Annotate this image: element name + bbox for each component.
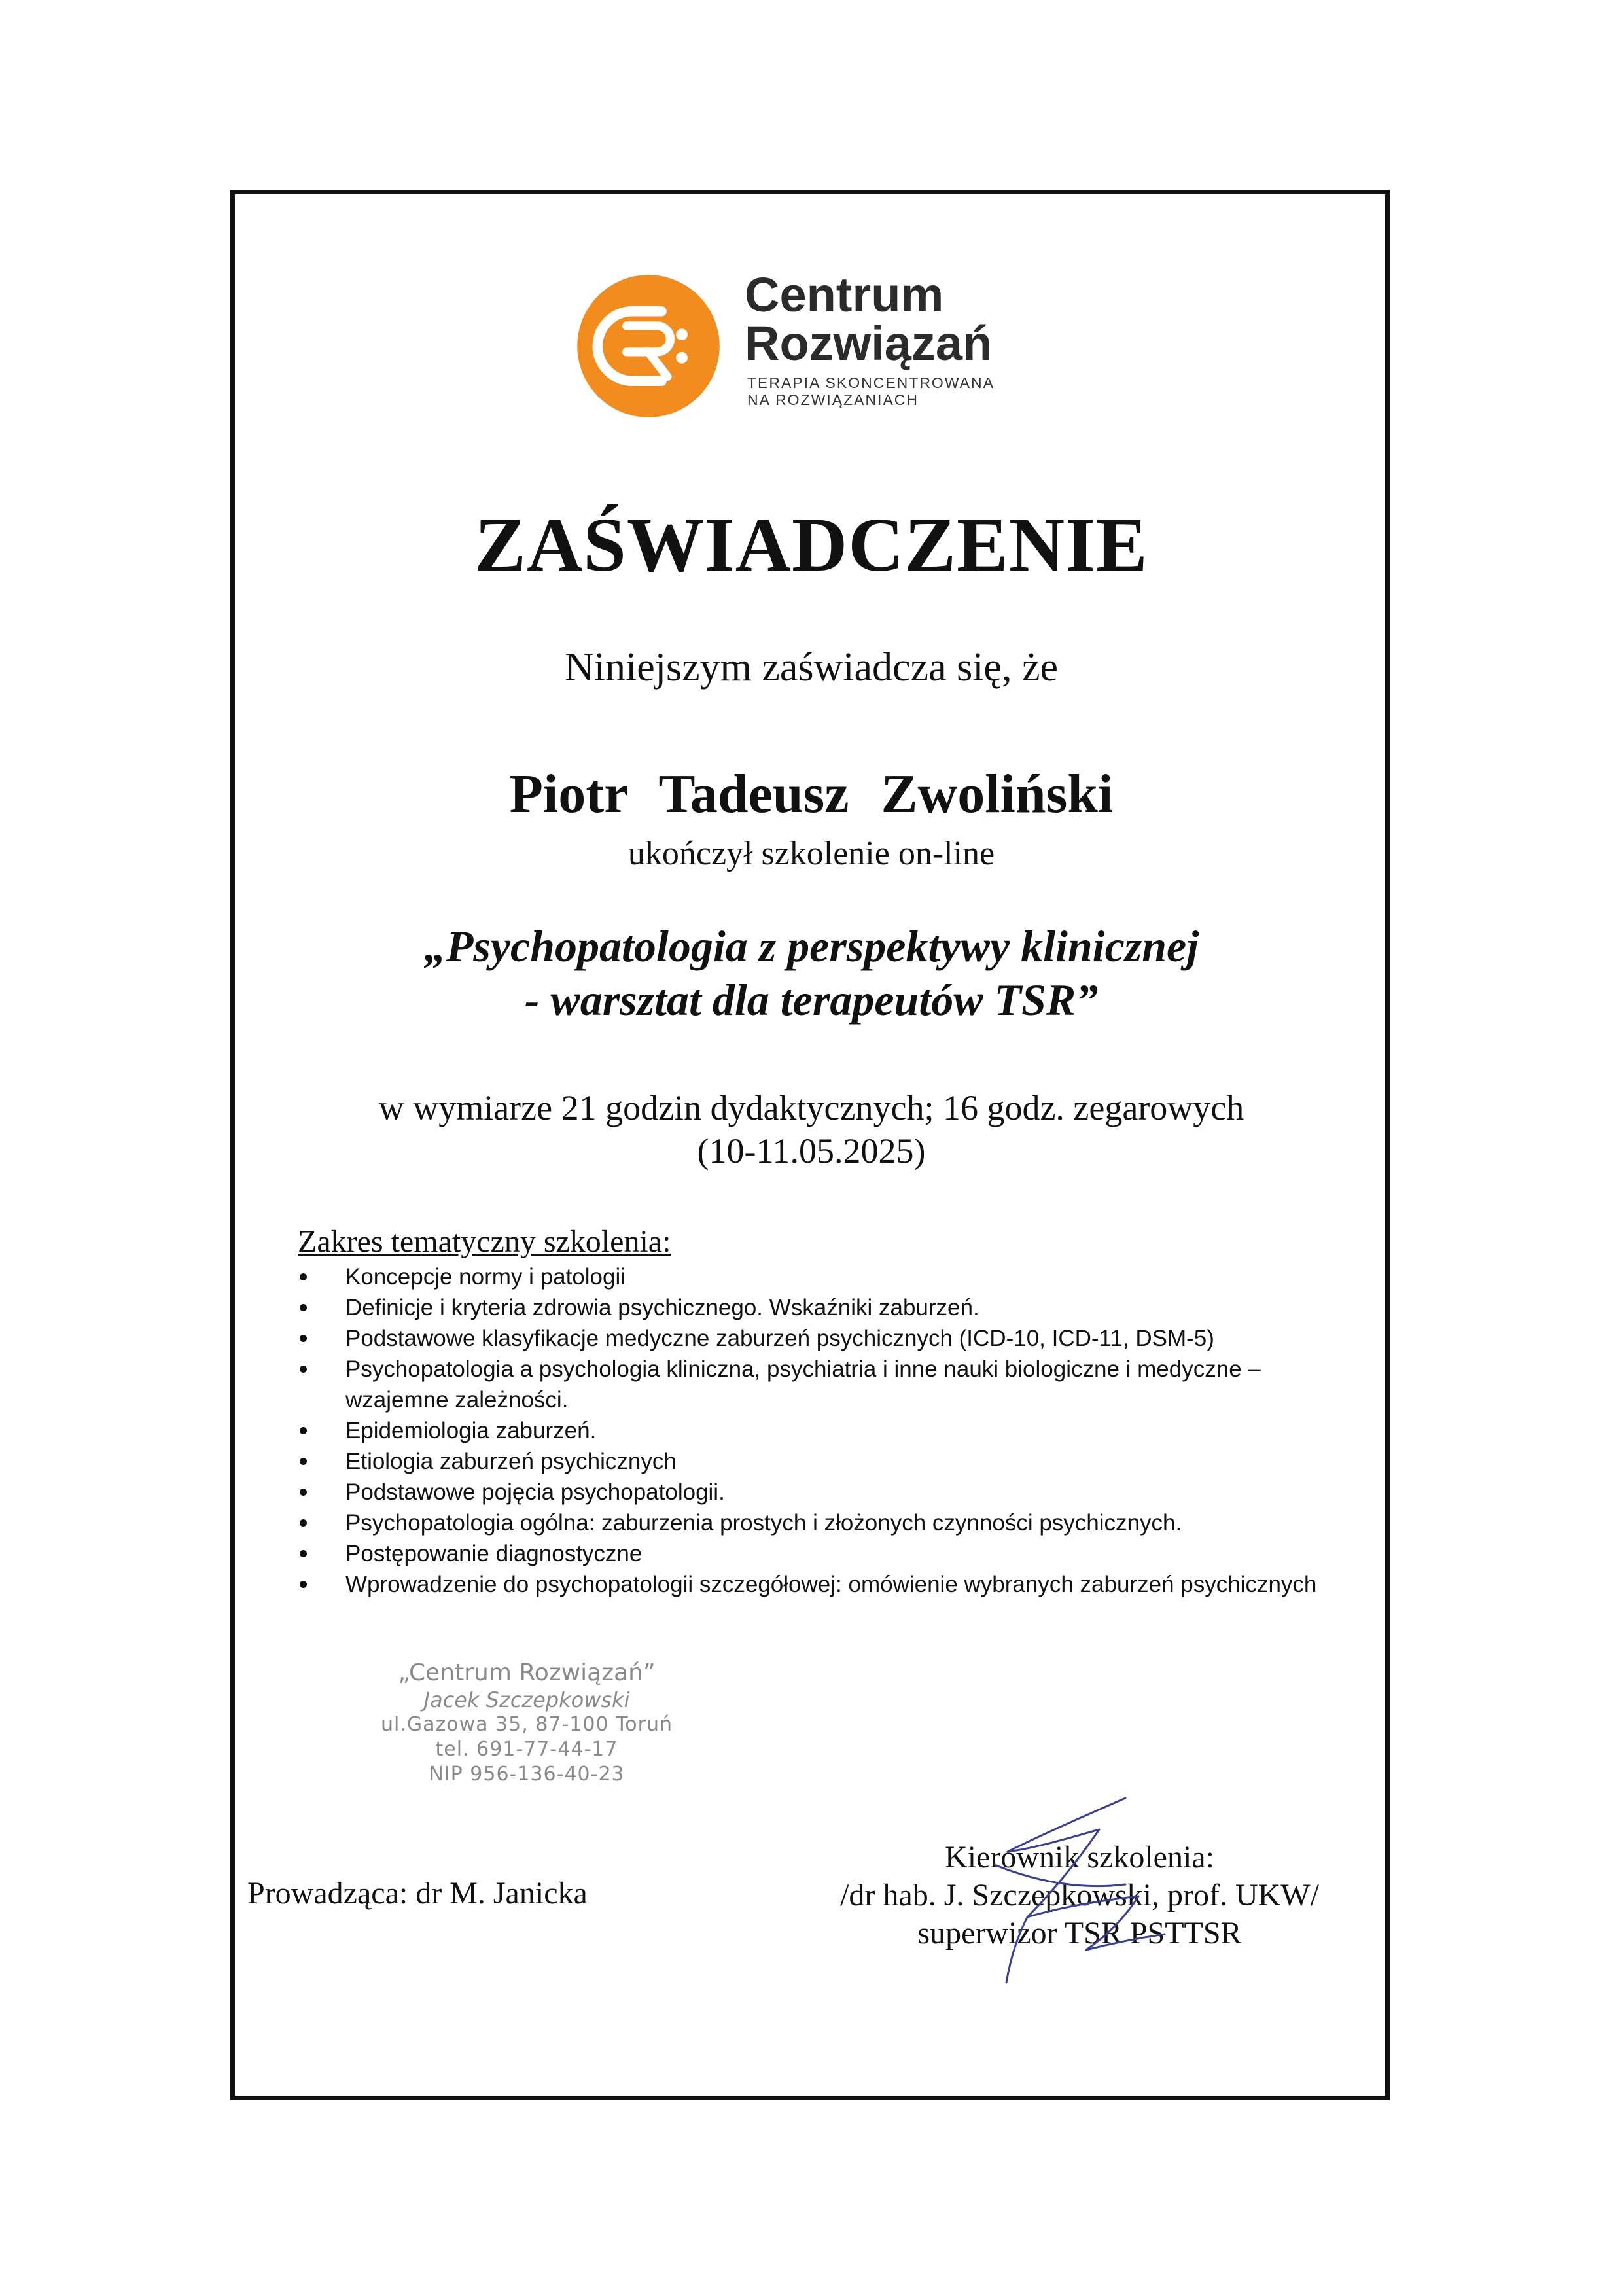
course-title-line2: - warsztat dla terapeutów TSR” <box>524 975 1099 1025</box>
document-title: ZAŚWIADCZENIE <box>474 502 1148 588</box>
stamp-owner: Jacek Szczepkowski <box>423 1687 630 1712</box>
list-item <box>298 1292 1345 1323</box>
logo-name-line2: Rozwiązań <box>745 316 993 370</box>
course-dates: (10-11.05.2025) <box>697 1131 926 1171</box>
logo-tagline-line2: NA ROZWIĄZANIACH <box>747 391 919 408</box>
topic-text: Psychopatologia a psychologia kliniczna, psychiatria i inne nauki biologiczne i medyczne – wzajemne zależności. <box>345 1356 1261 1413</box>
topic-text: Epidemiologia zaburzeń. <box>345 1418 597 1443</box>
logo-cr-icon <box>576 274 721 419</box>
bullet-icon <box>300 1458 307 1465</box>
completion-text: ukończył szkolenie on-line <box>627 835 995 872</box>
list-item <box>298 1446 1345 1477</box>
course-title <box>236 919 1387 1027</box>
logo-wordmark <box>745 268 993 370</box>
bullet-icon <box>300 1581 307 1588</box>
stamp-address: ul.Gazowa 35, 87-100 Toruń <box>380 1713 673 1736</box>
bullet-icon <box>300 1304 307 1311</box>
list-item <box>298 1323 1345 1354</box>
bullet-icon <box>300 1273 307 1280</box>
course-title-line1: „Psychopatologia z perspektywy klinicznej <box>423 921 1199 971</box>
list-item <box>298 1262 1345 1292</box>
bullet-icon <box>300 1366 307 1373</box>
topic-text: Koncepcje normy i patologii <box>345 1264 626 1290</box>
stamp-nip: NIP 956-136-40-23 <box>429 1763 625 1786</box>
director-label: Kierownik szkolenia: <box>945 1840 1214 1875</box>
list-item <box>298 1354 1345 1415</box>
bullet-icon <box>300 1427 307 1434</box>
bullet-icon <box>300 1335 307 1342</box>
handwritten-signature <box>929 1786 1256 1996</box>
director-role: superwizor TSR PSTTSR <box>917 1916 1242 1951</box>
bullet-icon <box>300 1489 307 1496</box>
topic-text: Podstawowe pojęcia psychopatologii. <box>345 1479 725 1505</box>
participant-name: Piotr Tadeusz Zwoliński <box>509 764 1114 824</box>
logo-tagline <box>747 374 995 408</box>
stamp-phone: tel. 691-77-44-17 <box>435 1738 618 1761</box>
topic-text: Etiologia zaburzeń psychicznych <box>345 1449 677 1474</box>
director-name: /dr hab. J. Szczepkowski, prof. UKW/ <box>840 1878 1319 1913</box>
course-hours <box>236 1086 1387 1173</box>
list-item <box>298 1569 1345 1600</box>
list-item <box>298 1415 1345 1446</box>
lecturer-signature-line: Prowadząca: dr M. Janicka <box>247 1876 588 1911</box>
company-stamp <box>344 1659 710 1809</box>
topics-heading: Zakres tematyczny szkolenia: <box>298 1224 671 1259</box>
topic-text: Definicje i kryteria zdrowia psychicznego. Wskaźniki zaburzeń. <box>345 1295 979 1320</box>
logo-tagline-line1: TERAPIA SKONCENTROWANA <box>747 374 995 391</box>
intro-text: Niniejszym zaświadcza się, że <box>565 645 1058 690</box>
topic-text: Wprowadzenie do psychopatologii szczegółowej: omówienie wybranych zaburzeń psychicznych <box>345 1572 1317 1597</box>
topic-text: Podstawowe klasyfikacje medyczne zaburzeń psychicznych (ICD-10, ICD-11, DSM-5) <box>345 1326 1214 1351</box>
topics-list <box>298 1262 1345 1600</box>
logo <box>576 268 1125 425</box>
course-hours-line: w wymiarze 21 godzin dydaktycznych; 16 godz. zegarowych <box>378 1088 1244 1127</box>
list-item <box>298 1508 1345 1538</box>
stamp-company: „Centrum Rozwiązań” <box>398 1659 656 1686</box>
bullet-icon <box>300 1550 307 1557</box>
list-item <box>298 1538 1345 1569</box>
bullet-icon <box>300 1519 307 1527</box>
list-item <box>298 1477 1345 1508</box>
logo-name-line1: Centrum <box>745 268 944 322</box>
topic-text: Postępowanie diagnostyczne <box>345 1541 643 1566</box>
topic-text: Psychopatologia ogólna: zaburzenia prostych i złożonych czynności psychicznych. <box>345 1510 1182 1536</box>
